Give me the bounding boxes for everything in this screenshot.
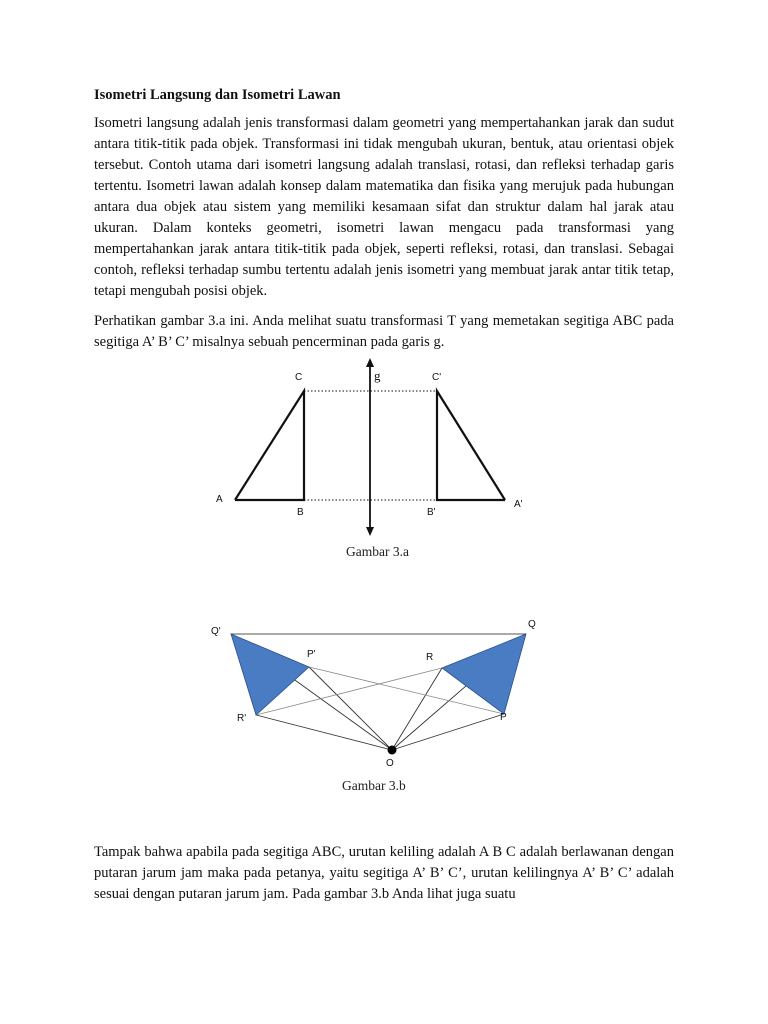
label-c-prime: C' (432, 372, 442, 383)
label-q-prime: Q' (211, 626, 221, 637)
point-o (388, 746, 397, 755)
figure-3a (205, 355, 545, 570)
label-r: R (426, 652, 434, 663)
document-page-continued (94, 842, 674, 914)
label-a-prime: A' (514, 499, 523, 510)
paragraph-figure-intro: Perhatikan gambar 3.a ini. Anda melihat suatu transformasi T yang memetakan segitiga ABC pada segitiga A’ B’ C’ misalnya sebuah pencerminan pada garis g. (94, 313, 674, 350)
figure-3a-diagram (205, 355, 545, 570)
caption-figure-3b: Gambar 3.b (342, 778, 406, 793)
caption-figure-3a: Gambar 3.a (346, 544, 409, 559)
section-heading: Isometri Langsung dan Isometri Lawan (94, 87, 341, 103)
document-page (94, 86, 674, 362)
label-p-prime: P' (307, 649, 316, 660)
label-r-prime: R' (237, 713, 247, 724)
paragraph-orientation: Tampak bahwa apabila pada segitiga ABC, urutan keliling adalah A B C adalah berlawanan dengan putaran jarum jam maka pada petanya, yaitu segitiga A’ B’ C’, urutan kelilingnya A’ B’ C’ adalah sesuai dengan putaran jarum jam. Pada gambar 3.b Anda lihat juga suatu (94, 844, 674, 902)
label-p: P (500, 712, 507, 723)
label-a: A (216, 494, 223, 505)
label-b: B (297, 507, 304, 518)
label-o: O (386, 758, 394, 769)
label-c: C (295, 372, 303, 383)
label-g: g (374, 368, 381, 383)
figure-3b-diagram (195, 612, 565, 780)
label-b-prime: B' (427, 507, 436, 518)
paragraph-definition: Isometri langsung adalah jenis transformasi dalam geometri yang mempertahankan jarak dan sudut antara titik-titik pada objek. Transformasi ini tidak mengubah ukuran, bentuk, atau orientasi objek tersebut. Contoh utama dari isometri langsung adalah translasi, rotasi, dan refleksi terhadap garis tertentu. Isometri lawan adalah konsep dalam matematika dan fisika yang merujuk pada hubungan antara dua objek atau sistem yang memiliki kesamaan sifat dan struktur dalam hal jarak atau ukuran. Dalam konteks geometri, isometri lawan mengacu pada transformasi yang mempertahankan jarak antara titik-titik pada objek, seperti refleksi, rotasi, dan translasi. Sebagai contoh, refleksi terhadap sumbu tertentu adalah jenis isometri yang membuat jarak antar titik tetap, tetapi mengubah posisi objek. (94, 115, 674, 299)
figure-3b (195, 612, 565, 780)
label-q: Q (528, 619, 536, 630)
